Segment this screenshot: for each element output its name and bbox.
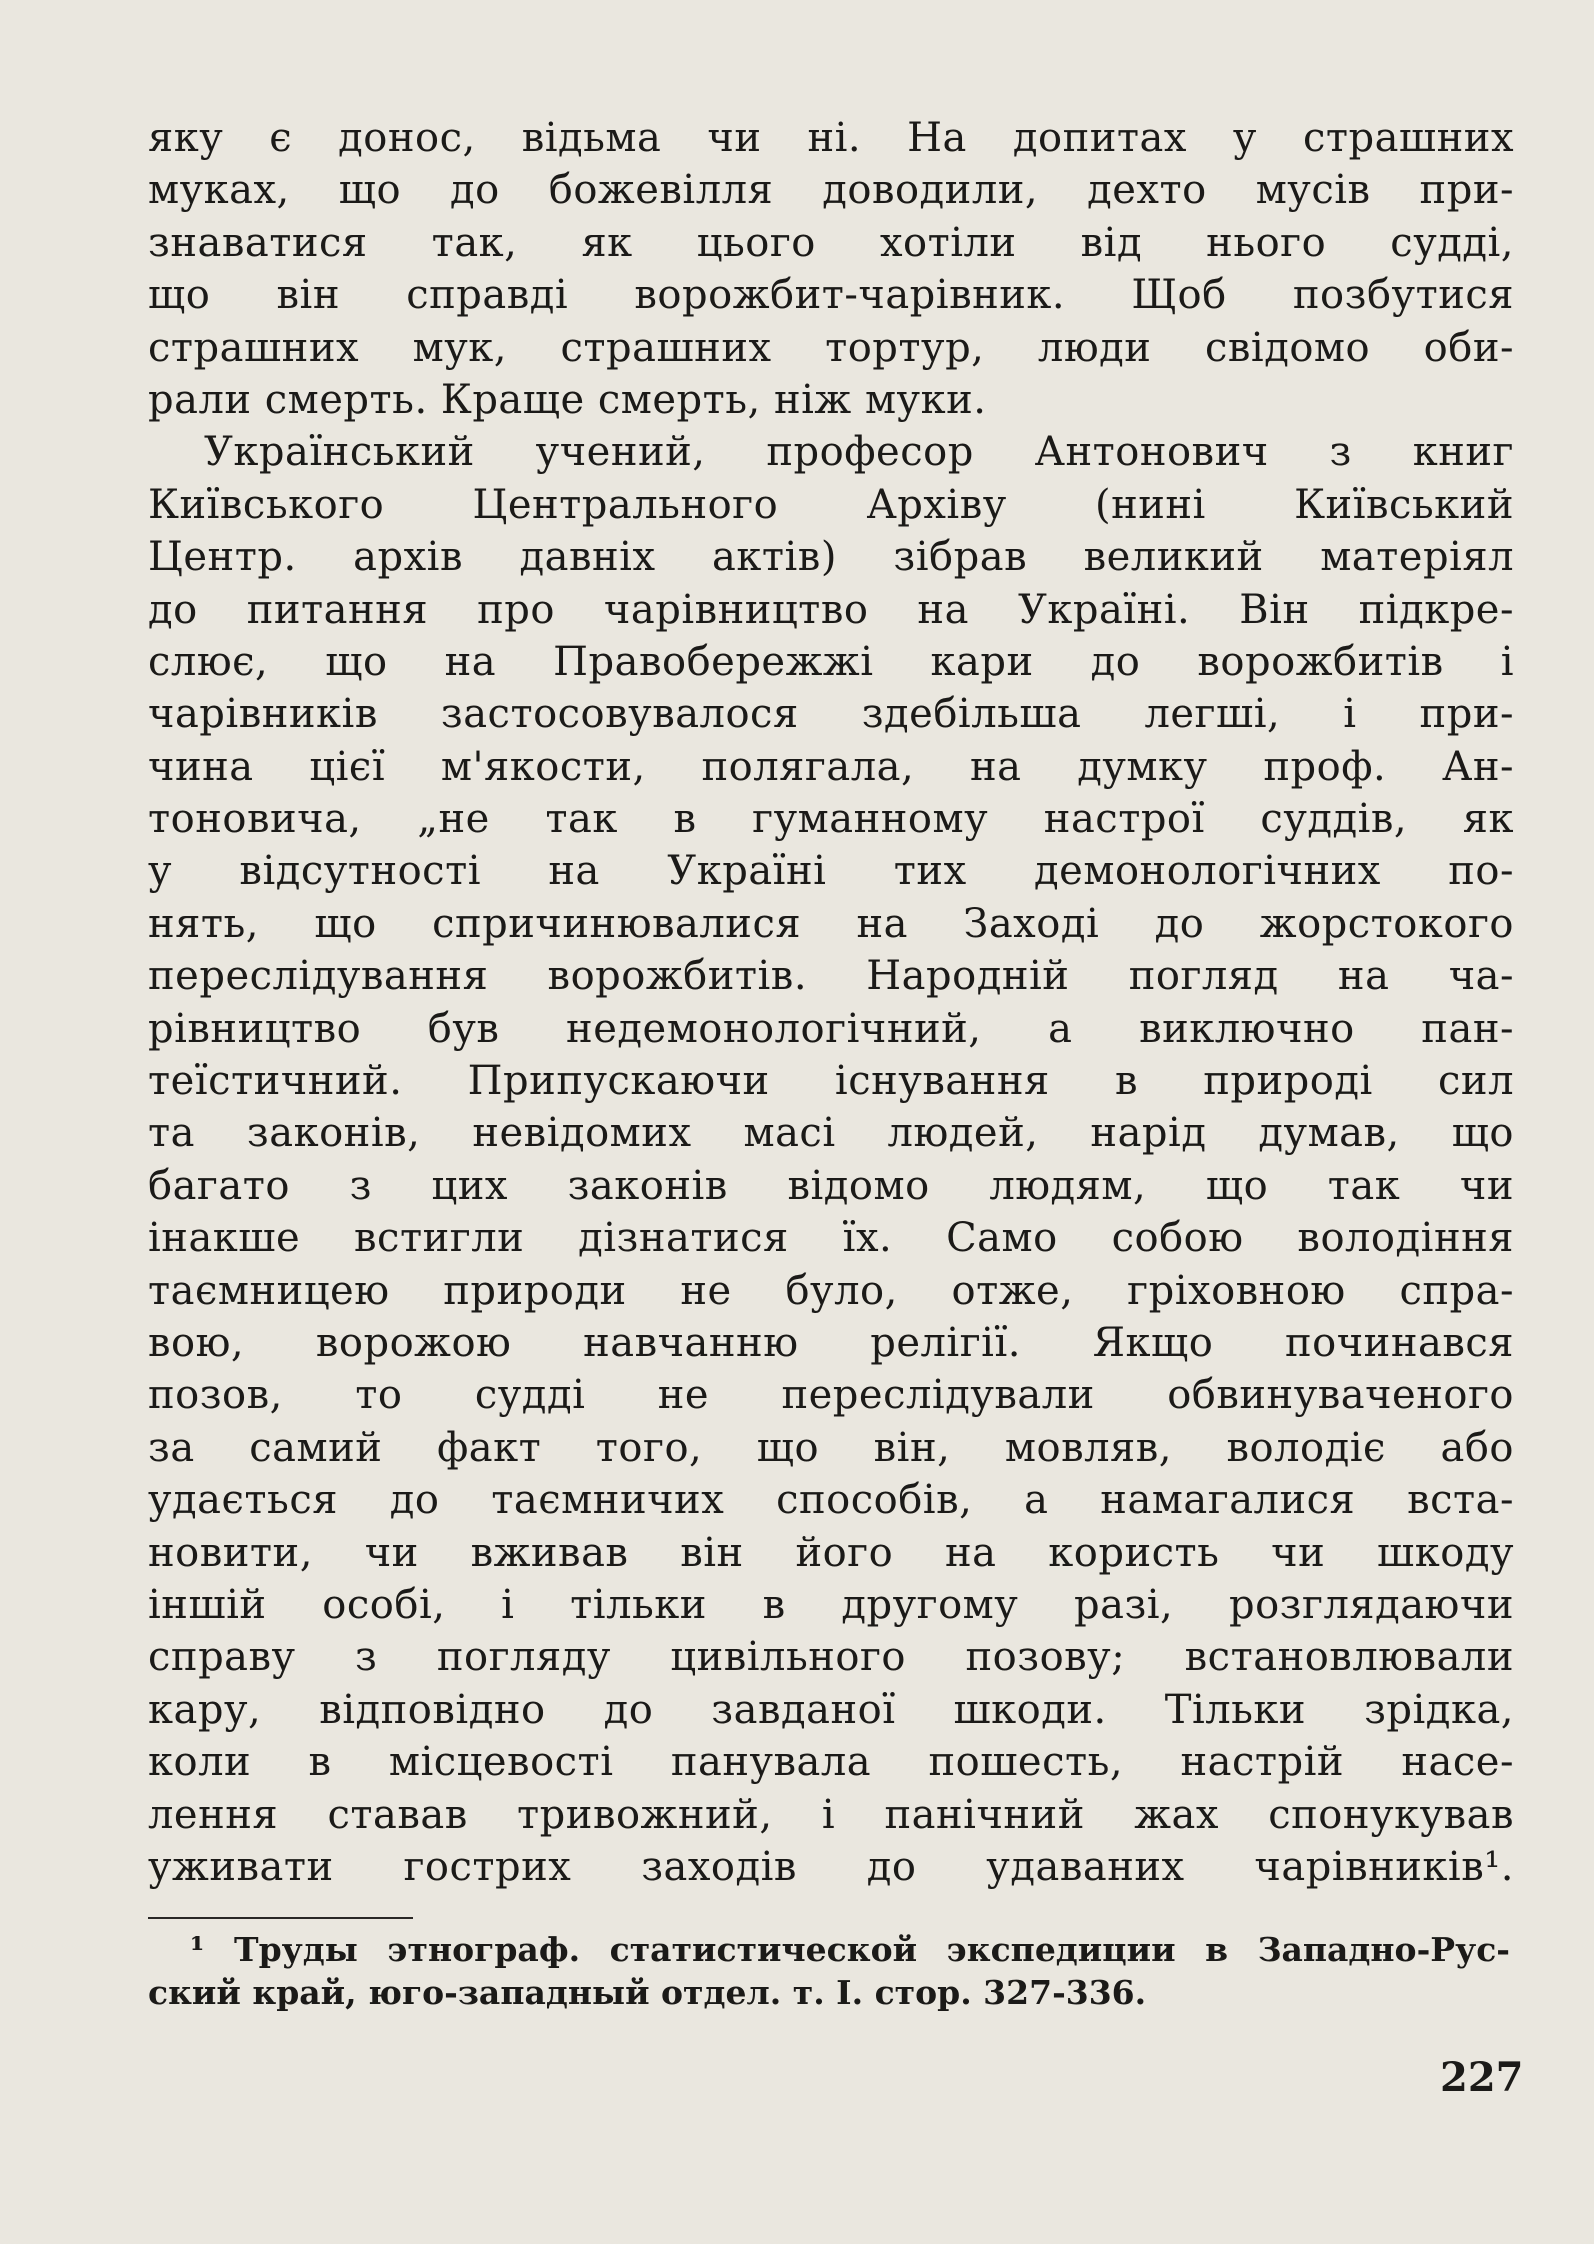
text-line: вою, ворожою навчанню релігії. Якщо починався	[148, 1319, 1514, 1366]
text-line: переслідування ворожбитів. Народній погляд на ча-	[148, 953, 1514, 1000]
text-line: новити, чи вживав він його на користь чи шкоду	[148, 1529, 1514, 1576]
text-line: коли в місцевості панувала пошесть, настрій насе-	[148, 1739, 1514, 1786]
text-line: у відсутності на Україні тих демонологічних по-	[148, 848, 1514, 895]
text-line: інакше встигли дізнатися їх. Само собою володіння	[148, 1215, 1514, 1262]
text-line: тоновича, „не так в гуманному настрої суддів, як	[148, 796, 1514, 843]
text-line: Київського Центрального Архіву (нині Київський	[148, 481, 1514, 528]
text-line: кару, відповідно до завданої шкоди. Тільки зрідка,	[148, 1686, 1514, 1733]
body-text	[148, 112, 1514, 1893]
footnote-line: ский край, юго-западный отдел. т. I. стор. 327-336.	[148, 1973, 1147, 2012]
text-line: лення ставав тривожний, і панічний жах спонукував	[148, 1791, 1514, 1838]
text-line: страшних мук, страшних тортур, люди свідомо оби-	[148, 324, 1514, 371]
text-line: за самий факт того, що він, мовляв, володіє або	[148, 1424, 1514, 1471]
text-line: до питання про чарівництво на Україні. Він підкре-	[148, 586, 1514, 633]
text-line: справу з погляду цивільного позову; встановлювали	[148, 1634, 1514, 1681]
text-line: яку є донос, відьма чи ні. На допитах у страшних	[148, 115, 1514, 161]
footnote	[148, 1928, 1510, 2014]
text-line: слює, що на Правобережжі кари до ворожбитів і	[148, 638, 1514, 685]
text-line: Центр. архів давніх актів) зібрав великий матеріял	[148, 534, 1514, 581]
page-number: 227	[1440, 2054, 1524, 2101]
text-line: теїстичний. Припускаючи існування в природі сил	[148, 1058, 1514, 1105]
text-line: рівництво був недемонологічний, а виключно пан-	[148, 1005, 1514, 1052]
text-line: та законів, невідомих масі людей, нарід думав, що	[148, 1110, 1514, 1157]
text-line: позов, то судді не переслідували обвинуваченого	[148, 1372, 1514, 1419]
text-line: нять, що спричинювалися на Заході до жорстокого	[148, 900, 1514, 947]
text-line: рали смерть. Краще смерть, ніж муки.	[148, 376, 987, 423]
text-line-paragraph-start: Український учений, професор Антонович з книг	[204, 429, 1514, 476]
text-line: багато з цих законів відомо людям, що так чи	[148, 1162, 1514, 1209]
text-line: іншій особі, і тільки в другому разі, розглядаючи	[148, 1581, 1514, 1628]
text-line: удається до таємничих способів, а намагалися вста-	[148, 1477, 1514, 1524]
text-line: що він справді ворожбит-чарівник. Щоб позбутися	[148, 272, 1514, 319]
text-line: таємницею природи не було, отже, гріховною спра-	[148, 1267, 1514, 1314]
footnote-line: ¹ Труды этнограф. статистической экспедиции в Западно-Рус-	[190, 1930, 1510, 1969]
text-line: уживати гострих заходів до удаваних чарівників¹.	[148, 1843, 1514, 1890]
text-line: знаватися так, як цього хотіли від нього судді,	[148, 219, 1514, 266]
text-line: чина цієї м'якости, полягала, на думку проф. Ан-	[148, 743, 1514, 790]
footnote-divider	[148, 1917, 413, 1919]
text-line: чарівників застосовувалося здебільша легші, і при-	[148, 691, 1514, 738]
text-line: муках, що до божевілля доводили, дехто мусів при-	[148, 167, 1514, 214]
